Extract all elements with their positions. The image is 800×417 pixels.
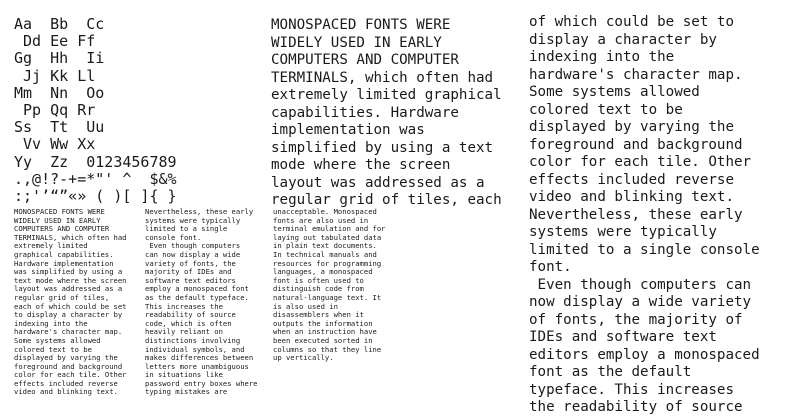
specimen-row: Jj Kk Ll: [14, 66, 96, 85]
paragraph: of which could be set to display a character by indexing into the hardware's character map. Some systems allowed colored text to be displayed by varying the foreground and background color for each tile. Other effects included reverse video and blinking text. Nevertheless, these early systems were typically limited to a single console font.: [529, 14, 760, 275]
specimen-row: Dd Ee Ff: [14, 32, 96, 51]
large-text-column-1: [271, 17, 523, 210]
specimen-row: Yy Zz 0123456789: [14, 152, 177, 171]
paragraph: unacceptable. Monospaced fonts are also used in terminal emulation and for laying out tabulated data in plain text documents. In technical manuals and resources for programming languages, a monospaced font is often used to distinguish code from natural-language text. It is also used in disassemblers when it outputs the information when an instruction have been executed sorted in columns so that they line up vertically.: [273, 207, 386, 363]
large-text-column-2: [529, 14, 791, 417]
paragraph: MONOSPACED FONTS WERE WIDELY USED IN EARLY COMPUTERS AND COMPUTER TERMINALS, which often had extremely limited graphical capabilities. Hardware implementation was simplified by using a text mode where the screen layout was addressed as a regular grid of tiles, each of which could be set to display a character by indexing into the hardware's character map. Some systems allowed colored text to be displayed by varying the foreground and background color for each tile. Other effects included reverse video and blinking text.: [14, 207, 127, 397]
paragraph: Even though computers can now display a wide variety of fonts, the majority of IDEs and software text editors employ a monospaced font as the default typeface. This increases the readability of source: [529, 276, 760, 415]
small-text-column-3: [273, 208, 391, 363]
specimen-row: Aa Bb Cc: [14, 15, 105, 33]
specimen-row: Gg Hh Ii: [14, 49, 105, 68]
paragraph: MONOSPACED FONTS WERE WIDELY USED IN EARLY COMPUTERS AND COMPUTER TERMINALS, which often had extremely limited graphical capabilities. Hardware implementation was simplified by using a text mode where the screen layout was addressed as a regular grid of tiles, each: [271, 17, 502, 208]
small-text-column-2: [145, 208, 263, 397]
specimen-row: Ss Tt Uu: [14, 118, 105, 137]
glyph-specimen: [14, 16, 254, 205]
paragraph: Even though computers can now display a wide variety of fonts, the majority of IDEs and software text editors employ a monospaced font as the default typeface. This increases the readability of source code, which is often heavily reliant on distinctions involving individual symbols, and makes differences between letters more unambiguous in situations like password entry boxes where typing mistakes are: [145, 241, 258, 397]
specimen-row: .,@!?-+=*"' ^ $&%: [14, 169, 177, 188]
paragraph: Nevertheless, these early systems were typically limited to a single console font.: [145, 207, 254, 242]
specimen-row: Pp Qq Rr: [14, 100, 96, 119]
small-text-column-1: [14, 208, 132, 397]
specimen-row: Vv Ww Xx: [14, 135, 96, 154]
specimen-row: :;'’“”«» ( )[ ]{ }: [14, 186, 177, 205]
specimen-row: Mm Nn Oo: [14, 83, 105, 102]
